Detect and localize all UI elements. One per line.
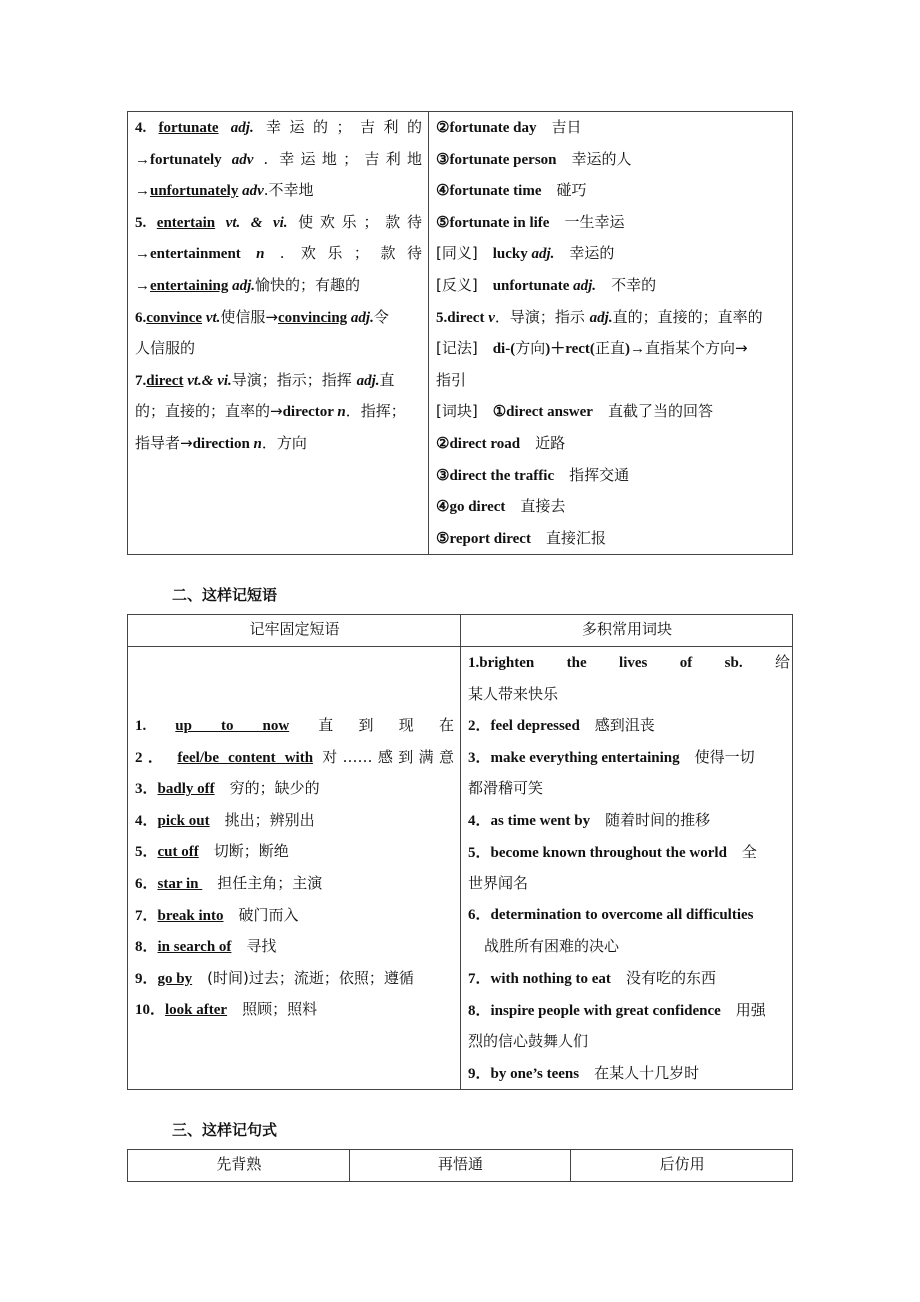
word-chunk-line	[468, 900, 790, 932]
text-segment: 指挥交通	[554, 465, 630, 484]
text-segment: 4.	[135, 120, 147, 136]
word-chunk-line	[468, 995, 790, 1027]
text-segment: 10．	[135, 1002, 166, 1019]
part-of-speech: adj.	[232, 277, 255, 294]
vocabulary-line	[135, 333, 422, 365]
text-segment: 随着时间的推移	[590, 810, 711, 829]
text-segment: 令	[373, 307, 389, 326]
text-segment: 使得一切	[679, 747, 755, 766]
phrases-header-chunks: 多积常用词块	[461, 615, 793, 647]
text-segment: [词块]	[436, 402, 493, 421]
fixed-phrases-cell	[128, 647, 461, 1090]
vocabulary-line	[436, 523, 786, 555]
part-of-speech: adj.	[350, 309, 374, 326]
vocabulary-line	[135, 238, 422, 270]
text-segment: 6.	[135, 309, 147, 326]
key-term: feel/be content with	[177, 749, 314, 766]
vocabulary-line	[135, 396, 422, 428]
text-segment: 5.	[135, 214, 147, 231]
text-segment: 2．feel depressed	[468, 718, 580, 735]
vocabulary-line	[436, 333, 786, 365]
word-chunk-line	[468, 710, 790, 742]
vocabulary-line	[436, 460, 786, 492]
part-of-speech: vt.& vi.	[187, 372, 232, 389]
text-segment: )→	[624, 341, 645, 358]
fixed-phrase-line	[135, 963, 454, 995]
key-term: look after	[165, 1002, 228, 1019]
vocabulary-line	[135, 112, 422, 144]
text-segment: 3．make everything entertaining	[468, 749, 680, 766]
part-of-speech: adj.	[589, 309, 613, 326]
part-of-speech: adj.	[531, 246, 555, 263]
key-term: fortunate	[158, 120, 219, 136]
text-segment: ③fortunate person	[436, 151, 557, 168]
fixed-phrase-line	[135, 836, 454, 868]
text-segment: 8．inspire people with great confidence	[468, 1002, 721, 1019]
text-segment: 碰巧	[541, 181, 587, 200]
text-segment: 都滑稽可笑	[468, 779, 544, 798]
text-segment: )＋rect(	[545, 341, 595, 358]
fixed-phrase-line	[135, 994, 454, 1026]
text-segment: 直到现在	[318, 716, 455, 734]
vocabulary-line	[135, 302, 422, 334]
text-segment: ．指挥；	[345, 402, 406, 421]
text-segment: 5．	[135, 844, 158, 861]
text-segment: 使欢乐；款待	[298, 212, 423, 231]
text-segment: 使信服→	[220, 307, 278, 326]
sentences-header-imitate: 后仿用	[571, 1150, 793, 1182]
vocabulary-line	[135, 144, 422, 176]
text-segment: 5.direct	[436, 309, 489, 326]
text-segment: [同义]	[436, 244, 493, 263]
text-segment: 感到沮丧	[579, 716, 655, 735]
part-of-speech: n	[256, 246, 265, 263]
text-segment: 直截了当的回答	[592, 402, 713, 421]
word-chunk-line	[468, 1026, 790, 1058]
text-segment: 一生幸运	[549, 212, 625, 231]
key-term: break into	[157, 907, 224, 924]
text-segment: 直指某个方向→	[644, 339, 748, 358]
text-segment: 4．	[135, 812, 158, 829]
text-segment: 烈的信心鼓舞人们	[468, 1032, 589, 1051]
vocabulary-line	[436, 491, 786, 523]
word-chunk-line	[468, 647, 790, 679]
key-term: direct	[146, 372, 184, 389]
text-segment: 用强	[720, 1000, 766, 1019]
word-chunk-line	[468, 963, 790, 995]
text-segment: director	[282, 404, 338, 421]
text-segment: 5．become known throughout the world	[468, 844, 727, 861]
word-chunk-line	[468, 1058, 790, 1090]
vocabulary-line	[436, 144, 786, 176]
text-segment: 近路	[520, 433, 566, 452]
text-segment: 1.	[135, 718, 147, 734]
part-of-speech: v	[488, 309, 495, 326]
text-segment: unfortunate	[492, 277, 574, 294]
text-segment: 对……感到满意	[322, 747, 454, 766]
vocabulary-line	[436, 238, 786, 270]
text-segment: 寻找	[231, 937, 277, 956]
key-term: unfortunately	[150, 183, 239, 200]
word-chunks-cell	[461, 647, 793, 1090]
vocabulary-line	[436, 302, 786, 334]
text-segment: . 幸运地；吉利地	[263, 149, 423, 168]
text-segment: . 欢乐；款待	[279, 244, 422, 263]
part-of-speech: adv	[242, 183, 264, 200]
word-chunk-line	[468, 805, 790, 837]
text-segment: 1.brighten the lives of sb.	[468, 655, 743, 671]
text-segment: ．方向	[261, 433, 307, 452]
part-of-speech: adj.	[230, 120, 254, 136]
part-of-speech: n	[253, 435, 262, 452]
key-term: convince	[146, 309, 203, 326]
text-segment: [记法]	[436, 339, 493, 358]
key-term: pick out	[157, 812, 210, 829]
text-segment: 破门而入	[223, 905, 299, 924]
text-segment: ①direct answer	[492, 404, 593, 421]
text-segment: 幸运的；吉利的	[265, 118, 423, 136]
fixed-phrase-line	[135, 773, 454, 805]
text-segment: 9．by one’s teens	[468, 1065, 580, 1082]
key-term: entertain	[156, 214, 216, 231]
fixed-phrase-line	[135, 900, 454, 932]
text-segment: .不幸地	[263, 181, 314, 200]
phrases-table	[127, 614, 793, 1090]
word-chunk-line	[468, 837, 790, 869]
key-term: up to now	[175, 718, 290, 734]
text-segment: 9．	[135, 970, 158, 987]
text-segment: 直接去	[505, 497, 566, 516]
vocabulary-left-cell	[128, 112, 429, 555]
text-segment: [反义]	[436, 275, 493, 294]
word-chunk-line	[468, 931, 790, 963]
part-of-speech: adj.	[356, 372, 380, 389]
vocabulary-right-cell	[429, 112, 793, 555]
key-term: convincing	[277, 309, 348, 326]
phrases-header-fixed: 记牢固定短语	[128, 615, 461, 647]
part-of-speech: adv	[231, 151, 254, 168]
text-segment: ④fortunate time	[436, 183, 542, 200]
vocabulary-line	[436, 175, 786, 207]
text-segment: 7．with nothing to eat	[468, 970, 611, 987]
vocabulary-line	[436, 207, 786, 239]
text-segment: 某人带来快乐	[468, 684, 559, 703]
fixed-phrase-line	[135, 931, 454, 963]
text-segment: ②fortunate day	[436, 120, 537, 136]
text-segment: ②direct road	[436, 435, 521, 452]
text-segment: 7．	[135, 907, 158, 924]
text-segment: (时间)过去；流逝；依照；遵循	[192, 968, 414, 987]
fixed-phrase-line	[135, 742, 454, 774]
sentences-header-memorize: 先背熟	[128, 1150, 350, 1182]
text-segment: 世界闻名	[468, 874, 529, 893]
text-segment: di-(	[492, 341, 516, 358]
text-segment: 的；直接的；直率的→	[135, 402, 283, 421]
text-segment: 直	[379, 370, 395, 389]
text-segment: →entertainment	[135, 246, 257, 263]
key-term: go by	[157, 970, 193, 987]
part-of-speech: adj.	[573, 277, 597, 294]
text-segment: →fortunately	[135, 151, 232, 168]
vocabulary-line	[135, 270, 422, 302]
part-of-speech: n	[337, 404, 346, 421]
vocabulary-line	[436, 112, 786, 144]
word-chunk-line	[468, 679, 790, 711]
text-segment: 给	[775, 653, 791, 671]
text-segment: 6．determination to overcome all difficulties	[468, 906, 754, 923]
vocabulary-line	[436, 428, 786, 460]
vocabulary-line	[135, 175, 422, 207]
vocabulary-line	[135, 365, 422, 397]
vocabulary-line	[436, 270, 786, 302]
part-of-speech: vt.	[205, 309, 221, 326]
text-segment: 幸运的	[554, 244, 615, 263]
text-segment: 担任主角；主演	[202, 873, 323, 892]
section-heading-sentences: 三、这样记句式	[172, 1121, 278, 1139]
text-segment: 不幸的	[596, 275, 657, 294]
vocabulary-line	[436, 365, 786, 397]
word-chunk-line	[468, 742, 790, 774]
text-segment: ．导演；指示	[494, 307, 590, 326]
key-term: cut off	[157, 844, 199, 861]
text-segment: 人信服的	[135, 339, 196, 358]
text-segment: 没有吃的东西	[610, 968, 716, 987]
text-segment: 全	[726, 842, 757, 861]
vocabulary-table	[127, 111, 793, 555]
text-segment: 直接汇报	[530, 528, 606, 547]
text-segment: ⑤fortunate in life	[436, 214, 550, 231]
text-segment: 7.	[135, 372, 147, 389]
sentences-header-understand: 再悟通	[349, 1150, 571, 1182]
text-segment: 愉快的；有趣的	[255, 275, 361, 294]
text-segment: 6．	[135, 875, 158, 892]
text-segment: lucky	[492, 246, 532, 263]
word-chunk-line	[468, 868, 790, 900]
text-segment: 导演；指示；指挥	[231, 370, 357, 389]
fixed-phrase-line	[135, 868, 454, 900]
section-heading-phrases: 二、这样记短语	[172, 586, 278, 604]
fixed-phrase-line	[135, 805, 454, 837]
text-segment: 战胜所有困难的决心	[484, 937, 620, 956]
fixed-phrase-line	[135, 710, 454, 742]
text-segment: 挑出；辨别出	[209, 810, 315, 829]
text-segment: direction	[192, 435, 254, 452]
key-term: in search of	[157, 939, 232, 956]
vocabulary-line	[436, 396, 786, 428]
text-segment: 直的；直接的；直率的	[612, 307, 763, 326]
key-term: entertaining	[150, 277, 229, 294]
text-segment: 3．	[135, 781, 158, 798]
text-segment: 指导者→	[135, 433, 193, 452]
text-segment: 2．	[135, 749, 169, 766]
text-segment: ③direct the traffic	[436, 467, 555, 484]
word-chunk-line	[468, 773, 790, 805]
text-segment: 穷的；缺少的	[214, 779, 320, 798]
text-segment: 方向	[515, 339, 546, 358]
text-segment: ④go direct	[436, 499, 506, 516]
key-term: badly off	[157, 781, 215, 798]
text-segment: ⑤report direct	[436, 530, 531, 547]
vocabulary-line	[135, 207, 422, 239]
sentences-table	[127, 1149, 793, 1182]
text-segment: 在某人十几岁时	[579, 1063, 700, 1082]
text-segment: 指引	[436, 370, 467, 389]
text-segment: 8．	[135, 939, 158, 956]
text-segment: 4．as time went by	[468, 812, 591, 829]
text-segment: 幸运的人	[556, 149, 632, 168]
text-segment: 正直	[594, 339, 625, 358]
text-segment: →	[135, 183, 150, 200]
text-segment: 照顾；照料	[227, 1000, 318, 1019]
key-term: star in	[157, 875, 203, 892]
part-of-speech: vt. & vi.	[225, 214, 288, 231]
vocabulary-line	[135, 428, 422, 460]
text-segment: 吉日	[536, 118, 582, 136]
text-segment: →	[135, 277, 150, 294]
text-segment: 切断；断绝	[198, 842, 289, 861]
